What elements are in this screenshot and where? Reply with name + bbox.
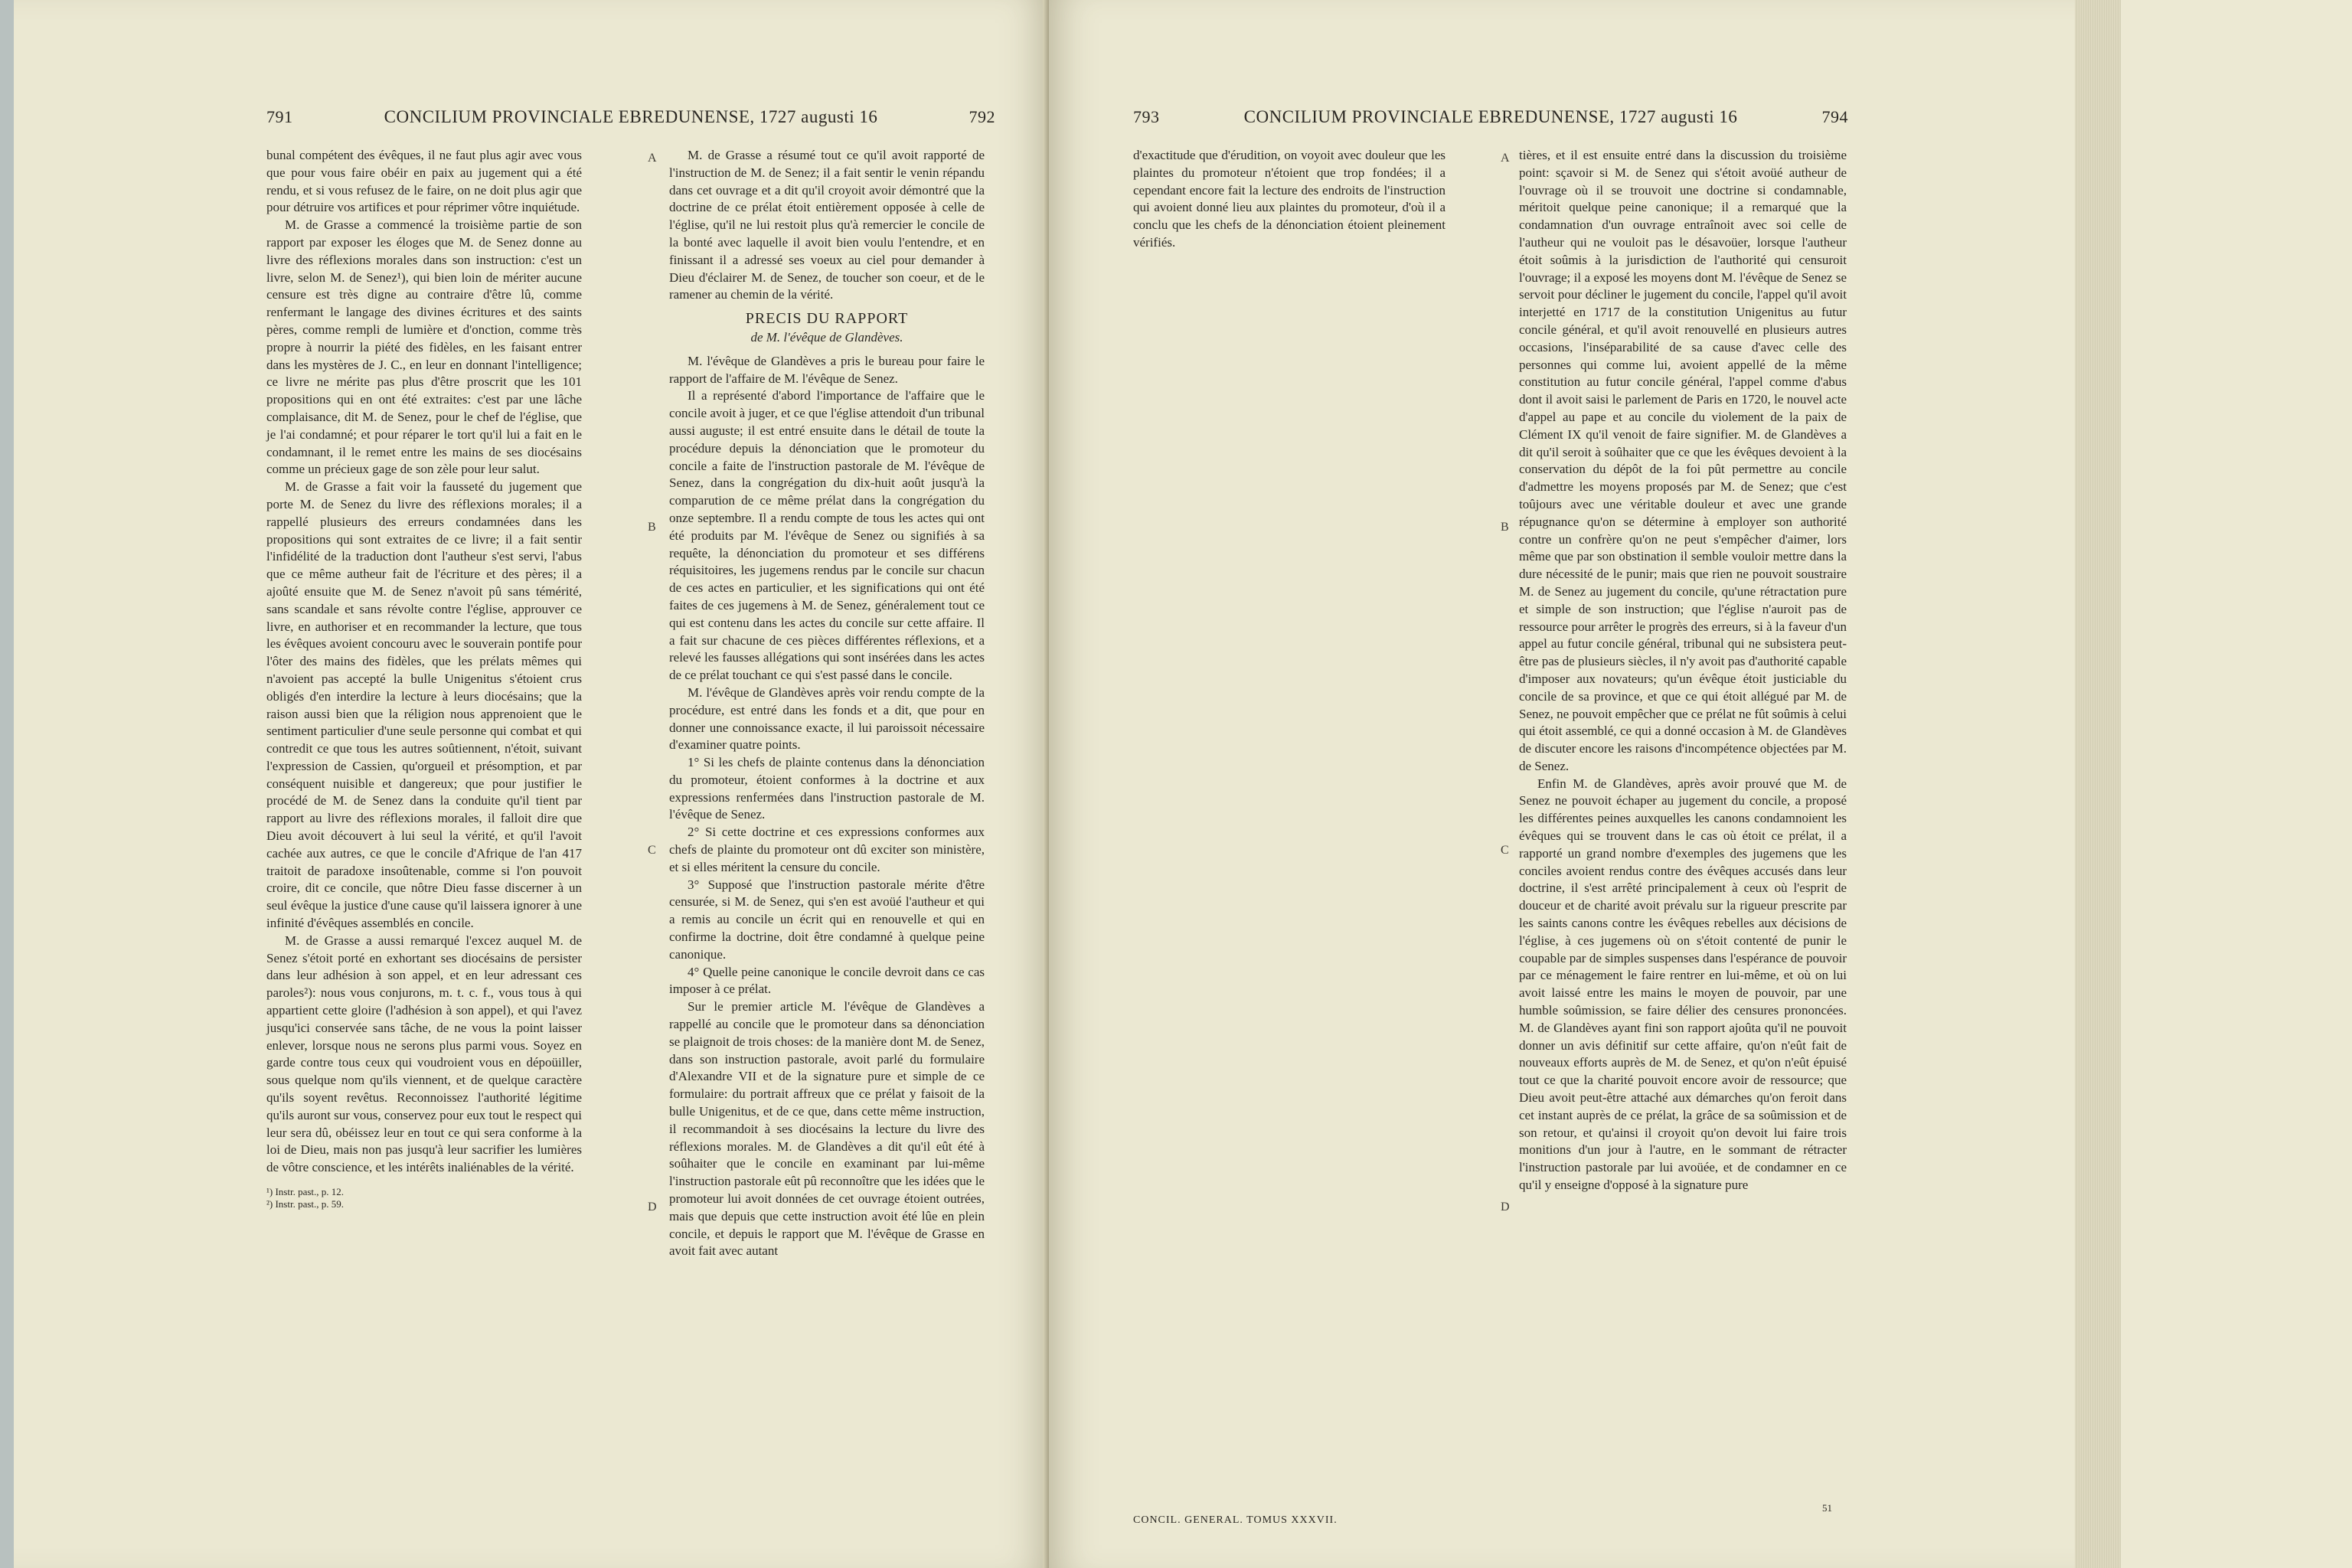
page-number-793: 793	[1133, 107, 1160, 126]
margin-letter-a: A	[1501, 152, 1510, 165]
margin-letter-a: A	[648, 152, 657, 165]
page-number-792: 792	[969, 107, 995, 126]
section-subtitle: de M. l'évêque de Glandèves.	[750, 329, 903, 345]
footnotes	[266, 1186, 582, 1210]
left-page	[14, 0, 1049, 1568]
paragraph: M. de Grasse a commencé la troisième partie de son rapport par exposer les éloges que M. de Senez donne au livre des réflexions morales dans son instruction: c'est un livre, selon M. de Senez¹), qui bien loin de mériter aucune censure est très digne au contraire d'être lû, comme renfermant le langage des divines écritures et des saints pères, comme rempli de lumière et d'onction, comme très propre à nourrir la piété des fidèles, en les faisant entrer dans les mystères de J. C., en leur en donnant l'intelligence; ce livre ne mérite pas plus d'être proscrit que les 101 propositions qui en ont été extraites: c'est par une lâche complaisance, dit M. de Senez, pour le chef de l'église, que je l'ai condamné; et pour réparer le tort qu'il lui a fait en le condamnant, il le remet entre les mains de ses diocésains comme un précieux gage de son zèle pour leur salut.	[266, 217, 582, 477]
page-number-791: 791	[266, 107, 293, 126]
paragraph: M. de Grasse a aussi remarqué l'excez auquel M. de Senez s'étoit porté en exhortant ses diocésains de persister dans leur adhésion à son appel, et en leur adressant ces paroles²): nous vous conjurons, m. t. c. f., vous tous à qui appartient cette gloire (l'adhésion à son appel), et qui l'avez jusqu'ici conservée sans tâche, de ne vous la point laisser enlever, lorsque nous ne serons plus parmi vous. Soyez en garde contre tous ceux qui voudroient vous en dépoüiller, sous quelque nom qu'ils viennent, et de quelque caractère qu'ils soyent revêtus. Reconnoissez l'authorité légitime qu'ils auront sur vous, conservez pour eux tout le respect qui leur sera dû, obéissez leur en tout ce qui sera conforme à la loi de Dieu, mais non pas jusqu'à leur sacrifier les lumières de vôtre conscience, et les intérêts inaliénables de la vérité.	[266, 933, 582, 1175]
margin-letter-c: C	[1501, 844, 1509, 857]
right-column-2	[1519, 147, 1847, 1194]
paragraph: tières, et il est ensuite entré dans la discussion du troisième point: sçavoir si M. de Senez qui s'étoit avoüé autheur de l'ouvrage où il se trouvoit une doctrine si condamnable, méritoit quelque peine canonique; il a remarqué que la condamnation d'un ouvrage entraînoit avec soi celle de l'autheur qui ne vouloit pas le désavoüer, lorsque l'autheur étoit soûmis à la jurisdiction de l'authorité qui censuroit l'ouvrage; il a exposé les moyens dont M. l'évêque de Senez se servoit pour décliner le jugement du concile, l'appel qu'il avoit interjetté en 1717 de la constitution Unigenitus au futur concile général, et qu'il avoit renouvellé en plusieurs autres occasions, l'inséparabilité de sa cause d'avec celle des personnes qui comme lui, avoient appellé de la même constitution au futur concile général, l'appel comme d'abus dont il avoit saisi le parlement de Paris en 1720, le nouvel acte d'appel au pape et au concile du violement de la paix de Clément IX qu'il venoit de faire signifier. M. de Glandèves a dit qu'il seroit à soûhaiter que ce que les évêques devoient à la conservation du dépôt de la foi pût permettre au concile d'admettre les moyens proposés par M. de Senez; que c'est toûjours avec une véritable douleur et avec une grande répugnance qu'on se détermine à employer son authorité contre un confrère qu'on ne peut s'empêcher d'aimer, lors même que par son obstination il semble vouloir mettre dans la dure nécessité de le punir; mais que rien ne pouvoit soustraire M. de Senez au jugement du concile, qu'une rétractation pure et simple de son instruction; que l'église n'auroit pas de ressource pour arrêter le progrès des erreurs, si à la faveur d'un appel au futur concile général, tribunal qui ne subsistera peut-être pas de plusieurs siècles, il n'y avoit pas d'authorité capable d'imposer aux novateurs; qu'un évêque étoit justiciable du concile de sa province, et que ce qui étoit allégué par M. de Senez, ne pouvoit empêcher que ce prélat ne fût soûmis à celui qui étoit assemblé, ce qui a donné occasion à M. de Glandèves de discuter encore les raisons d'incompétence objectées par M. de Senez.	[1519, 148, 1847, 773]
signature-mark: 51	[1822, 1502, 1832, 1514]
paragraph: Enfin M. de Glandèves, après avoir prouvé que M. de Senez ne pouvoit échaper au jugement du concile, a proposé les différentes peines auxquelles les canons condamnoient les évêques qui se trouvent dans le cas où étoit ce prélat, il a rapporté un grand nombre d'exemples des jugemens que les conciles avoient rendus contre des évêques accusés dans leur doctrine, il s'est arrêté principalement à ceux où l'esprit de douceur et de charité avoit prévalu sur la rigueur prescrite par les saints canons contre les évêques rebelles aux décisions de l'église, à ces jugemens où on s'étoit contenté de punir le coupable par de simples suspenses dans l'espérance de pouvoir par ce ménagement le faire rentrer en lui-même, et où on lui avoit laissé entre les mains le moyen de pouvoir, par une humble soûmission, se faire délier des censures prononcées. M. de Glandèves ayant fini son rapport ajoûta qu'il ne pouvoit donner un avis définitif sur cette affaire, qu'on n'eût fait de nouveaux efforts auprès de M. de Senez, et qu'on n'eût épuisé tout ce que la charité pouvoit encore avoir de ressource; que Dieu avoit peut-être attaché aux démarches qu'on feroit dans cet instant auprès de ce prélat, la grâce de sa soûmission et de son retour, et qu'ainsi il croyoit qu'on devoit lui faire trois monitions d'un jour à l'autre, en le sommant de rétracter l'instruction pastorale par lui avoüée, et de condamner en ce qu'il y enseigne d'opposé à la signature pure	[1519, 776, 1847, 1193]
left-column-2	[669, 147, 985, 1260]
margin-letter-d: D	[1501, 1200, 1510, 1214]
right-page-header	[1133, 107, 1848, 127]
footnote: ¹) Instr. past., p. 12.	[266, 1186, 345, 1198]
right-column-1	[1133, 147, 1446, 252]
margin-letter-b: B	[1501, 521, 1509, 534]
section-title: PRECIS DU RAPPORT	[745, 310, 909, 328]
paragraph: 2° Si cette doctrine et ces expressions conformes aux chefs de plainte du promoteur ont dû exciter son ministère, et si elles méritent la censure du concile.	[669, 825, 985, 874]
paragraph: M. l'évêque de Glandèves a pris le bureau pour faire le rapport de l'affaire de M. l'évêque de Senez.	[669, 353, 985, 386]
paragraph: M. l'évêque de Glandèves après voir rendu compte de la procédure, est entré dans les fonds et a dit, que pour en donner une connoissance exacte, il lui paroissoit nécessaire d'examiner quatre points.	[669, 684, 985, 753]
running-title-right: CONCILIUM PROVINCIALE EBREDUNENSE, 1727 augusti 16	[1243, 107, 1738, 126]
paragraph: 4° Quelle peine canonique le concile devroit dans ce cas imposer à ce prélat.	[669, 964, 985, 997]
page-number-794: 794	[1821, 107, 1848, 126]
paragraph: bunal compétent des évêques, il ne faut plus agir avec vous que pour vous faire obéir en paix au jugement qui a été rendu, et si vous refusez de le faire, on ne doit plus agir que pour détruire vos artifices et pour réprimer vôtre inquiétude.	[266, 148, 582, 215]
paragraph: 3° Supposé que l'instruction pastorale mérite d'être censurée, si M. de Senez, qui s'en est avoüé l'autheur et qui a remis au concile un écrit qui en renouvelle et qui en confirme la doctrine, doit être condamné à quelque peine canonique.	[669, 877, 985, 962]
left-column-1	[266, 147, 582, 1210]
running-title-left: CONCILIUM PROVINCIALE EBREDUNENSE, 1727 augusti 16	[384, 107, 878, 126]
paragraph: 1° Si les chefs de plainte contenus dans la dénonciation du promoteur, étoient conformes à la doctrine et aux expressions renfermées dans l'instruction pastorale de M. l'évêque de Senez.	[669, 755, 985, 822]
margin-letter-b: B	[648, 521, 656, 534]
paragraph: M. de Grasse a résumé tout ce qu'il avoit rapporté de l'instruction de M. de Senez; il a fait sentir le venin répandu dans cet ouvrage et a dit qu'il croyoit avoir démontré que la doctrine de ce prélat étoit entièrement opposée à celle de l'église, qu'il ne lui restoit plus qu'à remercier le concile de la bonté avec laquelle il avoit bien voulu l'entendre, et en finissant il a adressé ses voeux au ciel pour demander à Dieu d'éclairer M. de Senez, de toucher son coeur, et de le ramener au chemin de la vérité.	[669, 148, 985, 302]
margin-letter-d: D	[648, 1200, 657, 1214]
left-page-header	[266, 107, 995, 127]
footnote: ²) Instr. past., p. 59.	[266, 1198, 345, 1210]
right-page	[1049, 0, 2075, 1568]
volume-footer: CONCIL. GENERAL. TOMUS XXXVII.	[1133, 1514, 1338, 1526]
margin-letter-c: C	[648, 844, 656, 857]
paragraph: d'exactitude que d'érudition, on voyoit avec douleur que les plaintes du promoteur n'étoient que trop fondées; il a cependant encore fait la lecture des endroits de l'instruction qui avoient donné lieu aux plaintes du promoteur, d'où il a conclu que les chefs de la dénonciation étoient pleinement vérifiés.	[1133, 148, 1446, 250]
paragraph: Il a représenté d'abord l'importance de l'affaire que le concile avoit à juger, et ce que l'église attendoit d'un tribunal aussi auguste; il est entré ensuite dans le détail de toute la procédure depuis la dénonciation que le promoteur du concile a faite de l'instruction pastorale de M. l'évêque de Senez, dans la congrégation du dix-huit août jusqu'à la comparution de ce même prélat dans la congrégation du onze septembre. Il a rendu compte de tous les actes qui ont été produits par M. l'évêque de Senez ou signifiés à sa requête, la dénonciation du promoteur et ses différens réquisitoires, les jugemens rendus par le concile sur chacun de ces actes en particulier, et les significations qui ont été faites de ces jugemens à M. de Senez, généralement tout ce qui est contenu dans les actes du concile sur cette affaire. Il a fait sur chacune de ces pièces différentes réflexions, et a relevé les fausses allégations qui sont insérées dans les actes de ce prélat touchant ce qui s'est passé dans le concile.	[669, 388, 985, 683]
page-edges	[2075, 0, 2121, 1568]
paragraph: M. de Grasse a fait voir la fausseté du jugement que porte M. de Senez du livre des réflexions morales; il a rappellé plusieurs des erreurs condamnées dans les propositions qui sont extraites de ce livre; il a fait sentir l'infidélité de la traduction dont l'autheur s'est servi, l'abus que ce même autheur fait de l'écriture et des pères; il a ajoûté ensuite que M. de Senez n'avoit pû sans témérité, sans scandale et sans révolte contre l'église, approuver ce livre, en authoriser et en recommander la lecture, que tous les évêques avoient concouru avec le souverain pontife pour l'ôter des mains des fidèles, que les prélats mêmes qui n'avoient pas accepté la bulle Unigenitus s'étoient crus obligés d'en interdire la lecture à leurs diocésains; que la raison aussi bien que la réligion nous apprenoient que le sentiment particulier d'une seule personne qui combat et qui contredit ce que tous les autres soûtiennent, n'étoit, suivant l'expression de Cassien, qu'orgueil et présomption, et par conséquent nuisible et dangereux; que pour justifier le procédé de M. de Senez dans la conduite qu'il tient par rapport au livre des réflexions morales, il falloit dire que Dieu avoit découvert à lui seul la vérité, et qu'il l'avoit cachée aux autres, ce que le concile d'Afrique de l'an 417 traitoit de paradoxe insoûtenable, comme si l'on pouvoit croire, dit ce concile, que nôtre Dieu fasse discerner à un seul évêque la justice d'une cause qu'il laissera ignorer à une infinité d'évêques assemblés en concile.	[266, 479, 582, 931]
paragraph: Sur le premier article M. l'évêque de Glandèves a rappellé au concile que le promoteur dans sa dénonciation se plaignoit de trois choses: de la manière dont M. de Senez, dans son instruction pastorale, avoit parlé du formulaire d'Alexandre VII et de la signature pure et simple de ce formulaire: du portrait affreux que ce prélat y faisoit de la bulle Unigenitus, et de ce que, dans cette même instruction, il recommandoit à ses diocésains la lecture du livre des réflexions morales. M. de Glandèves a dit qu'il eût été à soûhaiter que le concile en examinant par lui-même l'instruction pastorale eût pû reconnoître que les idées que le promoteur lui avoit données de cet ouvrage étoient outrées, mais que depuis que cette instruction avoit été lûe en plein concile, et depuis le rapport que M. l'évêque de Grasse en avoit fait avec autant	[669, 999, 985, 1259]
